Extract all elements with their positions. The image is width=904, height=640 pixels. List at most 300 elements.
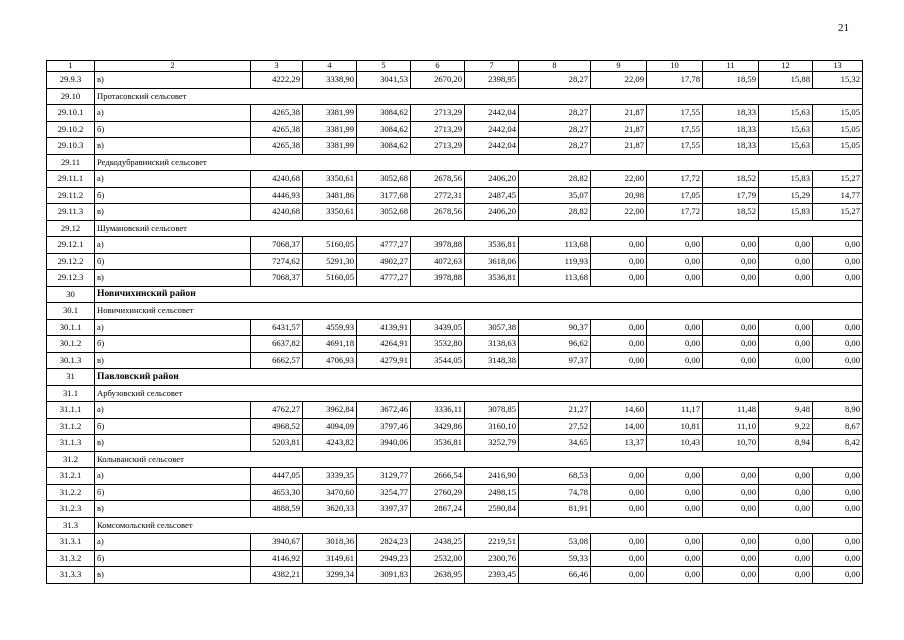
value-cell: 6637,82: [251, 336, 303, 353]
value-cell: 0,00: [591, 319, 647, 336]
value-cell: 2638,95: [411, 567, 465, 584]
value-cell: 21,27: [519, 402, 591, 419]
value-cell: 3084,62: [357, 138, 411, 155]
row-code: 29.10.2: [47, 121, 95, 138]
value-cell: 0,00: [703, 501, 759, 518]
value-cell: 0,00: [703, 468, 759, 485]
column-header: 6: [411, 61, 465, 72]
value-cell: 0,00: [647, 253, 703, 270]
district-row: [47, 286, 863, 303]
value-cell: 0,00: [703, 484, 759, 501]
value-cell: 0,00: [813, 237, 863, 254]
table-row: [47, 534, 863, 551]
value-cell: 3940,06: [357, 435, 411, 452]
value-cell: 0,00: [759, 237, 813, 254]
column-header: 1: [47, 61, 95, 72]
row-letter: а): [95, 534, 251, 551]
value-cell: 9,48: [759, 402, 813, 419]
value-cell: 21,87: [591, 105, 647, 122]
value-cell: 4264,91: [357, 336, 411, 353]
value-cell: 97,37: [519, 352, 591, 369]
value-cell: 3536,81: [411, 435, 465, 452]
value-cell: 0,00: [647, 237, 703, 254]
value-cell: 3339,35: [303, 468, 357, 485]
value-cell: 3381,99: [303, 121, 357, 138]
value-cell: 17,55: [647, 121, 703, 138]
value-cell: 18,33: [703, 105, 759, 122]
group-row: [47, 154, 863, 171]
table-row: [47, 468, 863, 485]
row-code: 29.11.3: [47, 204, 95, 221]
table-row: [47, 187, 863, 204]
value-cell: 10,70: [703, 435, 759, 452]
value-cell: 3397,37: [357, 501, 411, 518]
value-cell: 15,88: [759, 72, 813, 89]
table-row: [47, 352, 863, 369]
value-cell: 2442,04: [465, 138, 519, 155]
value-cell: 2438,25: [411, 534, 465, 551]
value-cell: 14,00: [591, 418, 647, 435]
value-cell: 4382,21: [251, 567, 303, 584]
value-cell: 0,00: [591, 534, 647, 551]
value-cell: 17,55: [647, 105, 703, 122]
value-cell: 18,52: [703, 204, 759, 221]
column-header: 11: [703, 61, 759, 72]
value-cell: 2867,24: [411, 501, 465, 518]
row-code: 29.11: [47, 154, 95, 171]
value-cell: 3978,88: [411, 237, 465, 254]
row-code: 31.3.3: [47, 567, 95, 584]
row-letter: б): [95, 336, 251, 353]
value-cell: 4222,29: [251, 72, 303, 89]
table-row: [47, 237, 863, 254]
column-header: 12: [759, 61, 813, 72]
row-letter: б): [95, 253, 251, 270]
value-cell: 0,00: [759, 501, 813, 518]
value-cell: 15,29: [759, 187, 813, 204]
row-code: 29.11.2: [47, 187, 95, 204]
value-cell: 3350,61: [303, 171, 357, 188]
row-code: 29.12.3: [47, 270, 95, 287]
column-header: 9: [591, 61, 647, 72]
value-cell: 0,00: [647, 501, 703, 518]
table-row: [47, 105, 863, 122]
value-cell: 6662,57: [251, 352, 303, 369]
row-letter: в): [95, 270, 251, 287]
value-cell: 15,83: [759, 204, 813, 221]
row-code: 31: [47, 369, 95, 386]
value-cell: 2713,29: [411, 138, 465, 155]
row-letter: в): [95, 501, 251, 518]
value-cell: 8,67: [813, 418, 863, 435]
row-code: 29.11.1: [47, 171, 95, 188]
value-cell: 3149,61: [303, 550, 357, 567]
value-cell: 22,00: [591, 171, 647, 188]
value-cell: 4146,92: [251, 550, 303, 567]
value-cell: 0,00: [647, 352, 703, 369]
value-cell: 15,32: [813, 72, 863, 89]
value-cell: 13,37: [591, 435, 647, 452]
value-cell: 4762,27: [251, 402, 303, 419]
value-cell: 0,00: [591, 270, 647, 287]
value-cell: 4094,09: [303, 418, 357, 435]
value-cell: 3160,10: [465, 418, 519, 435]
value-cell: 21,87: [591, 121, 647, 138]
value-cell: 0,00: [647, 319, 703, 336]
table-row: [47, 204, 863, 221]
value-cell: 4777,27: [357, 237, 411, 254]
column-header: 2: [95, 61, 251, 72]
value-cell: 3299,34: [303, 567, 357, 584]
column-header: 10: [647, 61, 703, 72]
value-cell: 0,00: [703, 253, 759, 270]
value-cell: 3381,99: [303, 105, 357, 122]
row-code: 29.10.3: [47, 138, 95, 155]
value-cell: 5291,30: [303, 253, 357, 270]
value-cell: 3041,53: [357, 72, 411, 89]
group-title: Протасовский сельсовет: [95, 88, 863, 105]
row-code: 30.1: [47, 303, 95, 320]
value-cell: 0,00: [759, 567, 813, 584]
row-letter: а): [95, 319, 251, 336]
row-letter: в): [95, 352, 251, 369]
value-cell: 4653,30: [251, 484, 303, 501]
table-row: [47, 435, 863, 452]
page-number: 21: [838, 22, 849, 34]
value-cell: 2670,20: [411, 72, 465, 89]
value-cell: 3429,86: [411, 418, 465, 435]
value-cell: 10,43: [647, 435, 703, 452]
value-cell: 4447,05: [251, 468, 303, 485]
value-cell: 20,98: [591, 187, 647, 204]
value-cell: 3532,80: [411, 336, 465, 353]
value-cell: 3091,83: [357, 567, 411, 584]
value-cell: 81,91: [519, 501, 591, 518]
table-row: [47, 501, 863, 518]
group-title: Комсомольский сельсовет: [95, 517, 863, 534]
value-cell: 3620,33: [303, 501, 357, 518]
value-cell: 2406,20: [465, 171, 519, 188]
value-cell: 4139,91: [357, 319, 411, 336]
row-letter: б): [95, 550, 251, 567]
value-cell: 4265,38: [251, 105, 303, 122]
row-code: 29.10.1: [47, 105, 95, 122]
value-cell: 113,68: [519, 270, 591, 287]
row-code: 31.2.1: [47, 468, 95, 485]
value-cell: 15,05: [813, 105, 863, 122]
value-cell: 15,63: [759, 105, 813, 122]
row-letter: б): [95, 187, 251, 204]
row-letter: а): [95, 237, 251, 254]
value-cell: 15,83: [759, 171, 813, 188]
value-cell: 0,00: [813, 336, 863, 353]
row-letter: б): [95, 418, 251, 435]
value-cell: 96,62: [519, 336, 591, 353]
value-cell: 11,48: [703, 402, 759, 419]
value-cell: 59,33: [519, 550, 591, 567]
row-code: 31.2.2: [47, 484, 95, 501]
value-cell: 4240,68: [251, 204, 303, 221]
value-cell: 3978,88: [411, 270, 465, 287]
column-header: 5: [357, 61, 411, 72]
value-cell: 3052,68: [357, 171, 411, 188]
district-title: Павловский район: [95, 369, 863, 386]
value-cell: 2713,29: [411, 121, 465, 138]
value-cell: 0,00: [591, 352, 647, 369]
value-cell: 0,00: [703, 270, 759, 287]
value-cell: 0,00: [591, 501, 647, 518]
group-row: [47, 88, 863, 105]
value-cell: 34,65: [519, 435, 591, 452]
value-cell: 27,52: [519, 418, 591, 435]
table-row: [47, 550, 863, 567]
value-cell: 4446,93: [251, 187, 303, 204]
value-cell: 0,00: [591, 550, 647, 567]
row-code: 30: [47, 286, 95, 303]
column-header: 4: [303, 61, 357, 72]
value-cell: 4279,91: [357, 352, 411, 369]
value-cell: 0,00: [647, 484, 703, 501]
row-code: 29.12.1: [47, 237, 95, 254]
value-cell: 2219,51: [465, 534, 519, 551]
table-row: [47, 270, 863, 287]
row-letter: в): [95, 567, 251, 584]
value-cell: 0,00: [759, 550, 813, 567]
value-cell: 53,08: [519, 534, 591, 551]
row-code: 31.3.2: [47, 550, 95, 567]
value-cell: 0,00: [591, 468, 647, 485]
value-cell: 0,00: [703, 319, 759, 336]
value-cell: 18,33: [703, 138, 759, 155]
value-cell: 3672,46: [357, 402, 411, 419]
group-row: [47, 517, 863, 534]
group-title: Шумановский сельсовет: [95, 220, 863, 237]
row-code: 30.1.1: [47, 319, 95, 336]
row-code: 31.1.1: [47, 402, 95, 419]
row-code: 31.1: [47, 385, 95, 402]
value-cell: 11,17: [647, 402, 703, 419]
value-cell: 90,37: [519, 319, 591, 336]
value-cell: 3338,90: [303, 72, 357, 89]
value-cell: 0,00: [703, 567, 759, 584]
value-cell: 0,00: [591, 484, 647, 501]
value-cell: 2678,56: [411, 204, 465, 221]
value-cell: 0,00: [759, 352, 813, 369]
value-cell: 3084,62: [357, 121, 411, 138]
column-header: 13: [813, 61, 863, 72]
value-cell: 4265,38: [251, 138, 303, 155]
value-cell: 15,63: [759, 121, 813, 138]
value-cell: 0,00: [813, 567, 863, 584]
value-cell: 17,72: [647, 204, 703, 221]
value-cell: 4706,93: [303, 352, 357, 369]
value-cell: 4243,82: [303, 435, 357, 452]
value-cell: 0,00: [647, 534, 703, 551]
value-cell: 17,79: [703, 187, 759, 204]
value-cell: 3252,79: [465, 435, 519, 452]
value-cell: 8,90: [813, 402, 863, 419]
value-cell: 3078,85: [465, 402, 519, 419]
value-cell: 28,27: [519, 72, 591, 89]
value-cell: 3470,60: [303, 484, 357, 501]
value-cell: 0,00: [703, 237, 759, 254]
value-cell: 3439,05: [411, 319, 465, 336]
value-cell: 0,00: [591, 336, 647, 353]
value-cell: 8,42: [813, 435, 863, 452]
table-row: [47, 319, 863, 336]
value-cell: 15,63: [759, 138, 813, 155]
value-cell: 0,00: [813, 352, 863, 369]
row-letter: а): [95, 171, 251, 188]
tariff-table: [46, 60, 863, 584]
value-cell: 2416,90: [465, 468, 519, 485]
value-cell: 15,27: [813, 204, 863, 221]
value-cell: 28,27: [519, 121, 591, 138]
value-cell: 0,00: [813, 550, 863, 567]
value-cell: 18,59: [703, 72, 759, 89]
group-title: Арбузовский сельсовет: [95, 385, 863, 402]
value-cell: 0,00: [759, 336, 813, 353]
value-cell: 0,00: [813, 468, 863, 485]
value-cell: 7274,62: [251, 253, 303, 270]
value-cell: 2406,20: [465, 204, 519, 221]
district-title: Новичихинский район: [95, 286, 863, 303]
value-cell: 17,72: [647, 171, 703, 188]
row-letter: б): [95, 121, 251, 138]
group-row: [47, 451, 863, 468]
value-cell: 3336,11: [411, 402, 465, 419]
table-row: [47, 171, 863, 188]
value-cell: 5160,05: [303, 270, 357, 287]
value-cell: 2442,04: [465, 105, 519, 122]
value-cell: 3148,38: [465, 352, 519, 369]
district-row: [47, 369, 863, 386]
value-cell: 3618,06: [465, 253, 519, 270]
value-cell: 0,00: [813, 534, 863, 551]
value-cell: 4265,38: [251, 121, 303, 138]
value-cell: 0,00: [647, 270, 703, 287]
value-cell: 4888,59: [251, 501, 303, 518]
value-cell: 10,81: [647, 418, 703, 435]
value-cell: 5203,81: [251, 435, 303, 452]
value-cell: 18,33: [703, 121, 759, 138]
row-letter: а): [95, 402, 251, 419]
table-row: [47, 484, 863, 501]
value-cell: 18,52: [703, 171, 759, 188]
value-cell: 5160,05: [303, 237, 357, 254]
table-row: [47, 72, 863, 89]
value-cell: 3962,84: [303, 402, 357, 419]
row-letter: в): [95, 204, 251, 221]
value-cell: 2772,31: [411, 187, 465, 204]
row-code: 29.9.3: [47, 72, 95, 89]
value-cell: 2713,29: [411, 105, 465, 122]
value-cell: 0,00: [759, 468, 813, 485]
value-cell: 28,82: [519, 204, 591, 221]
value-cell: 0,00: [813, 484, 863, 501]
value-cell: 0,00: [703, 550, 759, 567]
row-letter: а): [95, 105, 251, 122]
value-cell: 6431,57: [251, 319, 303, 336]
value-cell: 0,00: [647, 336, 703, 353]
value-cell: 74,78: [519, 484, 591, 501]
value-cell: 0,00: [813, 270, 863, 287]
value-cell: 21,87: [591, 138, 647, 155]
value-cell: 14,60: [591, 402, 647, 419]
value-cell: 68,53: [519, 468, 591, 485]
value-cell: 0,00: [591, 567, 647, 584]
value-cell: 0,00: [703, 352, 759, 369]
value-cell: 0,00: [759, 534, 813, 551]
table-row: [47, 418, 863, 435]
column-header: 3: [251, 61, 303, 72]
value-cell: 0,00: [813, 501, 863, 518]
row-code: 31.3.1: [47, 534, 95, 551]
value-cell: 9,22: [759, 418, 813, 435]
group-row: [47, 303, 863, 320]
value-cell: 2487,45: [465, 187, 519, 204]
value-cell: 3481,86: [303, 187, 357, 204]
value-cell: 2760,29: [411, 484, 465, 501]
value-cell: 4691,18: [303, 336, 357, 353]
value-cell: 2398,95: [465, 72, 519, 89]
value-cell: 0,00: [647, 468, 703, 485]
value-cell: 17,05: [647, 187, 703, 204]
value-cell: 15,27: [813, 171, 863, 188]
row-letter: а): [95, 468, 251, 485]
row-letter: в): [95, 435, 251, 452]
value-cell: 15,05: [813, 121, 863, 138]
value-cell: 2666,54: [411, 468, 465, 485]
row-code: 31.3: [47, 517, 95, 534]
row-code: 30.1.2: [47, 336, 95, 353]
row-code: 31.2.3: [47, 501, 95, 518]
value-cell: 0,00: [703, 336, 759, 353]
value-cell: 3177,68: [357, 187, 411, 204]
row-code: 30.1.3: [47, 352, 95, 369]
value-cell: 3018,36: [303, 534, 357, 551]
value-cell: 66,46: [519, 567, 591, 584]
value-cell: 4240,68: [251, 171, 303, 188]
row-code: 29.10: [47, 88, 95, 105]
value-cell: 2442,04: [465, 121, 519, 138]
row-letter: в): [95, 138, 251, 155]
value-cell: 3536,81: [465, 270, 519, 287]
value-cell: 0,00: [591, 253, 647, 270]
value-cell: 3381,99: [303, 138, 357, 155]
row-letter: в): [95, 72, 251, 89]
value-cell: 22,09: [591, 72, 647, 89]
value-cell: 3350,61: [303, 204, 357, 221]
value-cell: 7068,37: [251, 237, 303, 254]
value-cell: 4968,52: [251, 418, 303, 435]
value-cell: 0,00: [759, 484, 813, 501]
value-cell: 0,00: [759, 253, 813, 270]
table-row: [47, 336, 863, 353]
value-cell: 2498,15: [465, 484, 519, 501]
value-cell: 28,27: [519, 138, 591, 155]
value-cell: 3536,81: [465, 237, 519, 254]
table-row: [47, 567, 863, 584]
group-row: [47, 385, 863, 402]
value-cell: 0,00: [759, 270, 813, 287]
value-cell: 22,00: [591, 204, 647, 221]
value-cell: 3544,05: [411, 352, 465, 369]
table-row: [47, 121, 863, 138]
row-code: 31.1.2: [47, 418, 95, 435]
column-header: 8: [519, 61, 591, 72]
value-cell: 0,00: [647, 567, 703, 584]
